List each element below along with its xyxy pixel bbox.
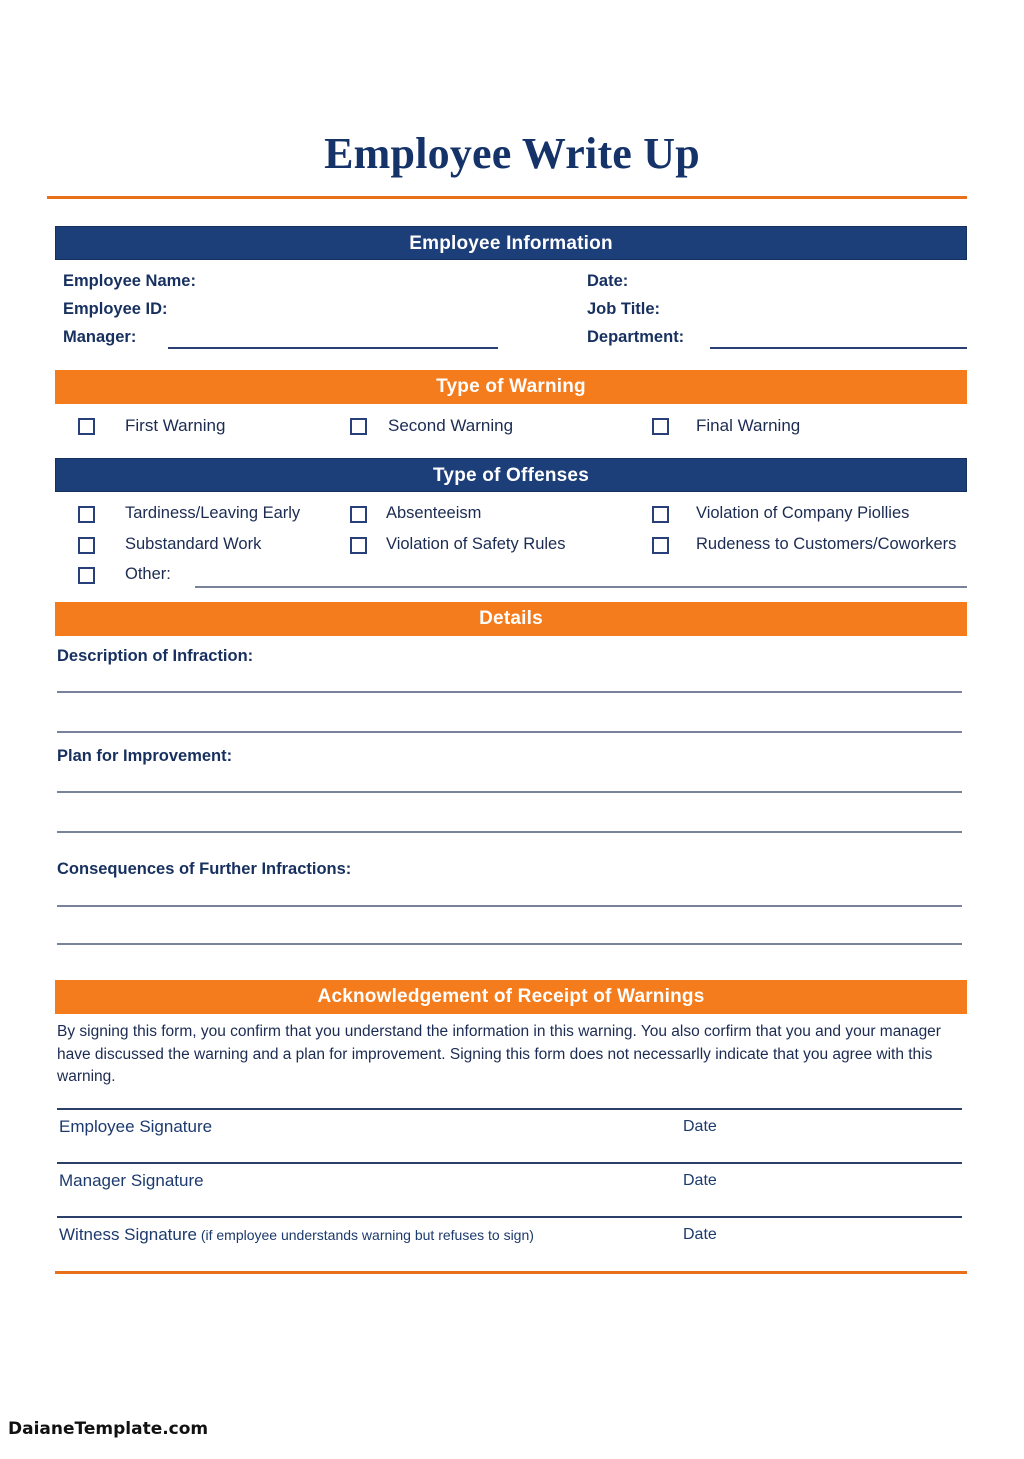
label-rudeness: Rudeness to Customers/Coworkers [696, 535, 957, 553]
witness-signature-note: (if employee understands warning but refuses to sign) [196, 1227, 534, 1243]
label-second-warning: Second Warning [388, 416, 514, 435]
label-manager-signature-date: Date [683, 1172, 717, 1189]
label-plan-for-improvement: Plan for Improvement: [57, 747, 233, 765]
section-header-acknowledgement: Acknowledgement of Receipt of Warnings [55, 980, 967, 1014]
label-witness-signature-date: Date [683, 1226, 717, 1243]
input-description-line-1[interactable] [57, 691, 962, 693]
checkbox-other[interactable] [78, 567, 95, 584]
acknowledgement-body: By signing this form, you confirm that you understand the information in this warning. You also corfirm that you and your manager have discussed the warning and a plan for improvement. Signing this form does not necessarlly indicate that you agree with this warning. [57, 1023, 941, 1085]
label-substandard-work: Substandard Work [125, 535, 262, 553]
label-consequences: Consequences of Further Infractions: [57, 860, 352, 878]
label-employee-signature-date: Date [683, 1118, 717, 1135]
label-violation-safety-rules: Violation of Safety Rules [386, 535, 566, 553]
signature-rule-manager [57, 1162, 962, 1164]
checkbox-substandard-work[interactable] [78, 537, 95, 554]
checkbox-violation-company-policies[interactable] [652, 506, 669, 523]
section-header-type-of-offenses: Type of Offenses [55, 458, 967, 492]
footer-watermark: DaianeTemplate.com [8, 1419, 209, 1439]
input-manager[interactable] [168, 347, 498, 349]
signature-rule-employee [57, 1108, 962, 1110]
signature-rule-witness [57, 1216, 962, 1218]
label-description-of-infraction: Description of Infraction: [57, 647, 254, 665]
label-final-warning: Final Warning [696, 416, 801, 435]
checkbox-final-warning[interactable] [652, 418, 669, 435]
label-violation-company-policies: Violation of Company Piollies [696, 504, 910, 522]
label-employee-signature: Employee Signature [59, 1117, 213, 1136]
input-consequences-line-1[interactable] [57, 905, 962, 907]
section-header-employee-information: Employee Information [55, 226, 967, 260]
page-title: Employee Write Up [324, 129, 700, 178]
title-divider-rule [47, 196, 967, 199]
label-first-warning: First Warning [125, 416, 226, 435]
label-job-title: Job Title: [587, 300, 661, 318]
checkbox-absenteeism[interactable] [350, 506, 367, 523]
label-date: Date: [587, 272, 629, 290]
input-department[interactable] [710, 347, 967, 349]
section-header-details: Details [55, 602, 967, 636]
label-department: Department: [587, 328, 685, 346]
input-consequences-line-2[interactable] [57, 943, 962, 945]
label-tardiness: Tardiness/Leaving Early [125, 504, 301, 522]
label-manager: Manager: [63, 328, 137, 346]
checkbox-rudeness[interactable] [652, 537, 669, 554]
footer-divider-rule [55, 1271, 967, 1274]
section-header-type-of-warning: Type of Warning [55, 370, 967, 404]
checkbox-tardiness[interactable] [78, 506, 95, 523]
checkbox-violation-safety-rules[interactable] [350, 537, 367, 554]
label-employee-id: Employee ID: [63, 300, 168, 318]
label-witness-signature [59, 1225, 534, 1245]
input-plan-line-2[interactable] [57, 831, 962, 833]
label-manager-signature: Manager Signature [59, 1171, 204, 1190]
label-other: Other: [125, 565, 171, 583]
label-employee-name: Employee Name: [63, 272, 196, 290]
checkbox-second-warning[interactable] [350, 418, 367, 435]
input-description-line-2[interactable] [57, 731, 962, 733]
input-other-offense[interactable] [195, 586, 967, 588]
label-absenteeism: Absenteeism [386, 504, 482, 522]
input-plan-line-1[interactable] [57, 791, 962, 793]
witness-signature-text: Witness Signature [59, 1225, 197, 1244]
checkbox-first-warning[interactable] [78, 418, 95, 435]
